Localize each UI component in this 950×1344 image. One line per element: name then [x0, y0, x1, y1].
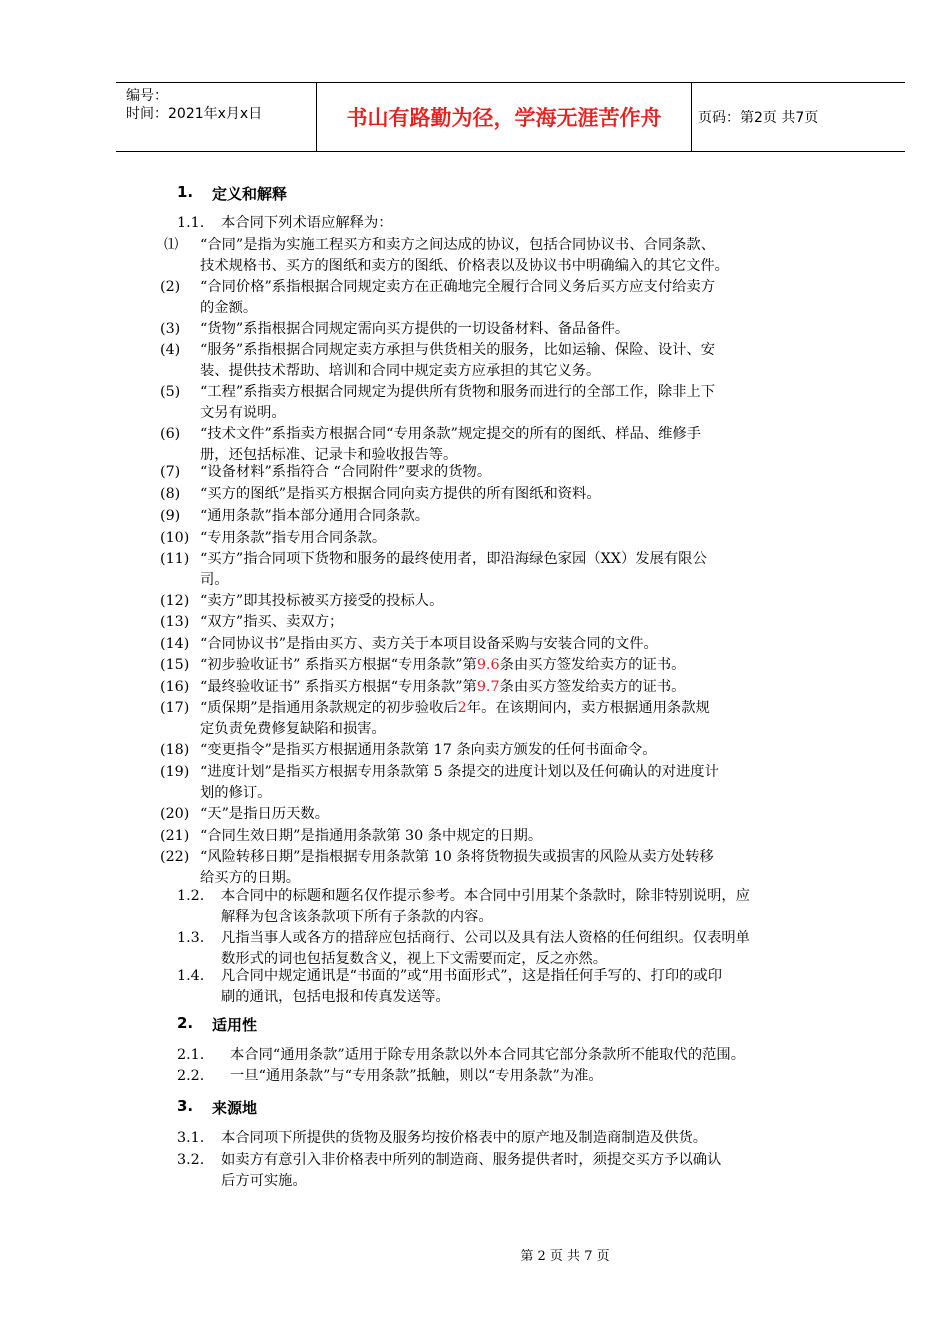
- item-number: (9): [160, 508, 181, 524]
- item-line-continued: 的金额。: [200, 300, 258, 316]
- highlighted-value: 9.7: [476, 679, 500, 695]
- item-text: 条由买方签发给卖方的证书。: [499, 679, 686, 695]
- item-number: (14): [160, 636, 190, 652]
- item-number: (20): [160, 806, 190, 822]
- item-line: 一旦“通用条款”与“专用条款”抵触，则以“专用条款”为准。: [230, 1068, 603, 1084]
- item-number: (6): [160, 426, 181, 442]
- item-number: (10): [160, 530, 190, 546]
- highlighted-value: 2: [457, 700, 467, 716]
- item-line: “合同协议书”是指由买方、卖方关于本项目设备采购与安装合同的文件。: [200, 636, 658, 652]
- item-line: “合同价格”系指根据合同规定卖方在正确地完全履行合同义务后买方应支付给卖方: [200, 279, 716, 295]
- header-motto: 书山有路勤为径，学海无涯苦作舟: [316, 83, 692, 151]
- item-line-continued: 定负责免费修复缺陷和损害。: [200, 721, 386, 737]
- item-line-continued: 划的修订。: [200, 785, 272, 801]
- item-line: [200, 698, 710, 719]
- item-line: “合同生效日期”是指通用条款第 30 条中规定的日期。: [200, 828, 543, 844]
- item-line: 如卖方有意引入非价格表中所列的制造商、服务提供者时，须提交买方予以确认: [221, 1152, 722, 1168]
- item-line: “设备材料”系指符合 “合同附件”要求的货物。: [200, 464, 492, 480]
- header-page-label: 页码：第2页 共7页: [698, 110, 819, 126]
- item-line-continued: 册，还包括标准、记录卡和验收报告等。: [200, 447, 458, 463]
- item-line: “进度计划”是指买方根据专用条款第 5 条提交的进度计划以及任何确认的对进度计: [200, 764, 719, 780]
- item-line: [200, 655, 685, 676]
- item-number: (13): [160, 614, 190, 630]
- item-line-continued: 数形式的词也包括复数含义，视上下文需要而定，反之亦然。: [221, 951, 608, 967]
- item-line: “合同”是指为实施工程买方和卖方之间达成的协议，包括合同协议书、合同条款、: [200, 237, 716, 253]
- item-line-continued: 技术规格书、买方的图纸和卖方的图纸、价格表以及协议书中明确编入的其它文件。: [200, 258, 729, 274]
- item-line: 凡指当事人或各方的措辞应包括商行、公司以及具有法人资格的任何组织。仅表明单: [221, 930, 750, 946]
- item-line-continued: 给买方的日期。: [200, 870, 301, 886]
- clause-text: 本合同下列术语应解释为：: [221, 215, 393, 231]
- item-line-continued: 文另有说明。: [200, 405, 286, 421]
- item-line: “服务”系指根据合同规定卖方承担与供货相关的服务，比如运输、保险、设计、安: [200, 342, 716, 358]
- item-number: (12): [160, 593, 190, 609]
- item-number: (17): [160, 700, 190, 716]
- item-line: “买方”指合同项下货物和服务的最终使用者，即沿海绿色家园（XX）发展有限公: [200, 551, 707, 567]
- item-line: “专用条款”指专用合同条款。: [200, 530, 387, 546]
- item-line: 凡合同中规定通讯是“书面的”或“用书面形式”，这是指任何手写的、打印的或印: [221, 968, 723, 984]
- header-meta: [116, 83, 316, 151]
- serial-label: 编号：: [126, 88, 168, 104]
- item-line: [200, 677, 685, 698]
- item-line: 本合同“通用条款”适用于除专用条款以外本合同其它部分条款所不能取代的范围。: [230, 1047, 746, 1063]
- item-text: “初步验收证书” 系指买方根据“专用条款”第: [200, 657, 477, 673]
- item-text: “质保期”是指通用条款规定的初步验收后: [200, 700, 458, 716]
- item-number: 1.4.: [177, 968, 205, 984]
- item-number: (7): [160, 464, 181, 480]
- section-number: 2.: [177, 1014, 194, 1032]
- item-line: “货物”系指根据合同规定需向买方提供的一切设备材料、备品备件。: [200, 321, 630, 337]
- item-number: (15): [160, 657, 190, 673]
- item-number: 2.1.: [177, 1047, 205, 1063]
- item-number: ⑴: [164, 237, 179, 253]
- item-line: 本合同项下所提供的货物及服务均按价格表中的原产地及制造商制造及供货。: [221, 1130, 708, 1146]
- item-number: 1.2.: [177, 888, 205, 904]
- item-text: 年。在该期间内，卖方根据通用条款规: [466, 700, 710, 716]
- item-line: 本合同中的标题和题名仅作提示参考。本合同中引用某个条款时，除非特别说明，应: [221, 888, 750, 904]
- section-title: 来源地: [212, 1099, 258, 1117]
- item-number: (22): [160, 849, 190, 865]
- item-number: 2.2.: [177, 1068, 205, 1084]
- time-label: 时间：2021年x月x日: [126, 106, 263, 122]
- item-line-continued: 装、提供技术帮助、培训和合同中规定卖方应承担的其它义务。: [200, 363, 601, 379]
- item-line: “风险转移日期”是指根据专用条款第 10 条将货物损失或损害的风险从卖方处转移: [200, 849, 714, 865]
- item-number: (11): [160, 551, 190, 567]
- item-number: (21): [160, 828, 190, 844]
- item-line: “买方的图纸”是指买方根据合同向卖方提供的所有图纸和资料。: [200, 486, 601, 502]
- item-number: (4): [160, 342, 181, 358]
- item-line-continued: 解释为包含该条款项下所有子条款的内容。: [221, 909, 493, 925]
- item-line: “卖方”即其投标被买方接受的投标人。: [200, 593, 444, 609]
- item-line: “双方”指买、卖双方；: [200, 614, 344, 630]
- item-line: “变更指令”是指买方根据通用条款第 17 条向卖方颁发的任何书面命令。: [200, 742, 657, 758]
- item-number: (18): [160, 742, 190, 758]
- item-number: (19): [160, 764, 190, 780]
- item-line-continued: 刷的通讯，包括电报和传真发送等。: [221, 989, 450, 1005]
- item-number: 3.2.: [177, 1152, 205, 1168]
- item-line-continued: 后方可实施。: [221, 1173, 307, 1189]
- section-title: 适用性: [212, 1016, 258, 1034]
- section-number: 3.: [177, 1097, 194, 1115]
- item-number: (2): [160, 279, 181, 295]
- section-title: 定义和解释: [212, 185, 288, 203]
- item-text: 条由买方签发给卖方的证书。: [499, 657, 686, 673]
- highlighted-value: 9.6: [476, 657, 500, 673]
- item-line: “技术文件”系指卖方根据合同“专用条款”规定提交的所有的图纸、样品、维修手: [200, 426, 702, 442]
- item-number: (16): [160, 679, 190, 695]
- item-line: “天”是指日历天数。: [200, 806, 329, 822]
- item-line-continued: 司。: [200, 572, 229, 588]
- item-number: (3): [160, 321, 181, 337]
- clause-number: 1.1.: [177, 215, 205, 231]
- item-number: 3.1.: [177, 1130, 205, 1146]
- page-header: [116, 82, 905, 152]
- item-line: “通用条款”指本部分通用合同条款。: [200, 508, 430, 524]
- item-number: (8): [160, 486, 181, 502]
- item-number: 1.3.: [177, 930, 205, 946]
- section-number: 1.: [177, 183, 194, 201]
- item-text: “最终验收证书” 系指买方根据“专用条款”第: [200, 679, 477, 695]
- item-line: “工程”系指卖方根据合同规定为提供所有货物和服务而进行的全部工作，除非上下: [200, 384, 716, 400]
- page-footer: 第 2 页 共 7 页: [520, 1249, 610, 1264]
- item-number: (5): [160, 384, 181, 400]
